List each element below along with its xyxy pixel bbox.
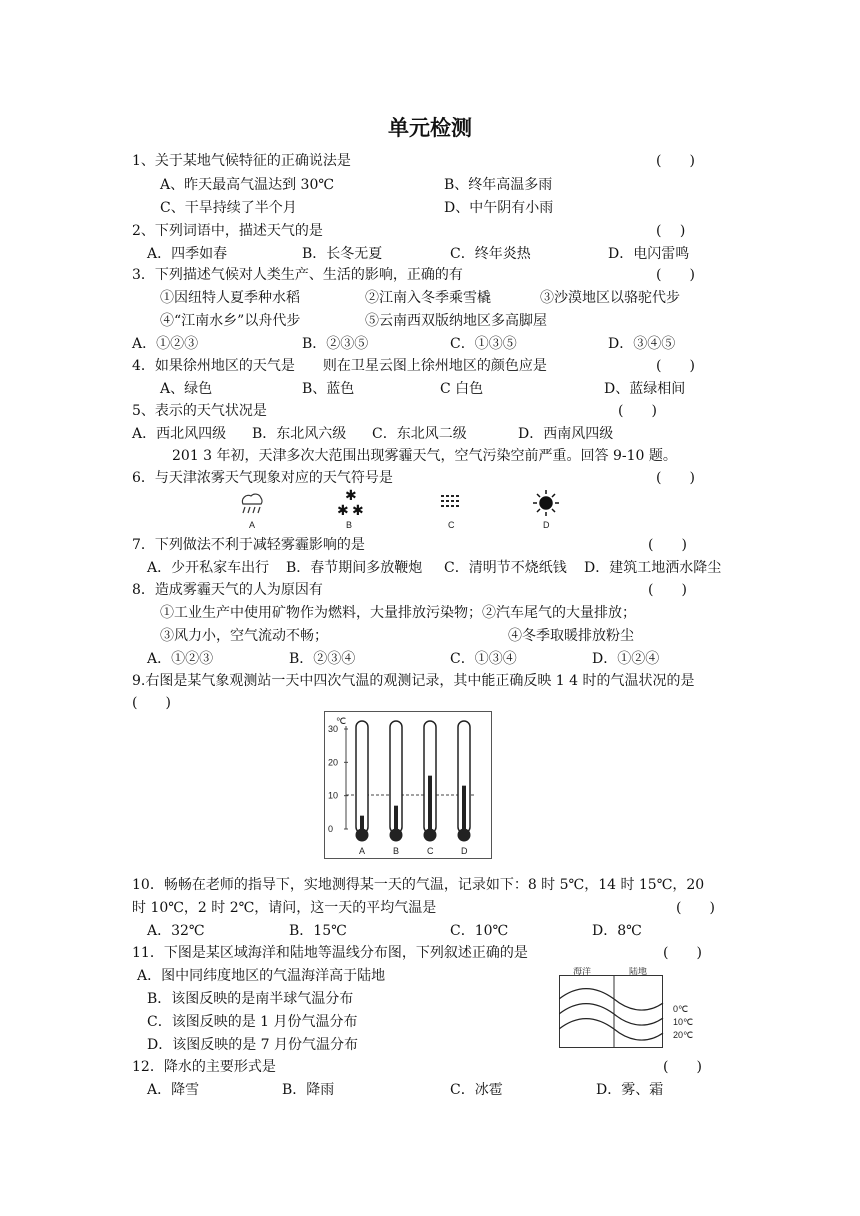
isotherm-label: 0℃ — [673, 1004, 689, 1014]
option: B．东北风六级 — [252, 426, 347, 442]
option: A．少开私家车出行 — [147, 560, 270, 576]
option: D．建筑工地洒水降尘 — [584, 560, 722, 576]
option: C．终年炎热 — [450, 246, 531, 262]
option: D．8℃ — [592, 923, 642, 939]
tick-label: 10 — [328, 790, 339, 801]
statement: ①工业生产中使用矿物作为燃料，大量排放污染物；②汽车尾气的大量排放； — [160, 605, 636, 621]
mercury-column — [462, 786, 466, 835]
answer-blank: ( ) — [648, 582, 687, 598]
symbol-label: D — [543, 520, 550, 530]
thermometer-label: B — [393, 846, 400, 856]
option: A．①②③ — [132, 336, 199, 352]
option: B．春节期间多放鞭炮 — [286, 560, 423, 576]
statement: ②江南入冬季乘雪橇 — [365, 290, 491, 306]
option: B、蓝色 — [302, 381, 355, 397]
question-1: 1、关于某地气候特征的正确说法是 — [132, 153, 351, 169]
option: D．③④⑤ — [608, 336, 676, 352]
symbol-label: C — [448, 520, 455, 530]
question-7: 7．下列做法不利于减轻雾霾影响的是 — [132, 537, 365, 553]
isotherm-label: 10℃ — [673, 1017, 694, 1027]
unit-label: ℃ — [336, 716, 347, 726]
question-10-cont: 时 10℃，2 时 2℃，请问，这一天的平均气温是 — [132, 900, 437, 916]
statement: ⑤云南西双版纳地区多高脚屋 — [365, 313, 547, 329]
page-title: 单元检测 — [388, 116, 472, 140]
option: A、绿色 — [160, 381, 213, 397]
option: B、终年高温多雨 — [444, 177, 553, 193]
option: A．四季如春 — [147, 246, 228, 262]
question-9: 9.右图是某气象观测站一天中四次气温的观测记录，其中能正确反映 1 4 时的气温状况的是 — [132, 673, 695, 689]
mercury-column — [394, 806, 398, 835]
option: D．该图反映的是 7 月份气温分布 — [147, 1037, 359, 1053]
option: D、蓝绿相间 — [604, 381, 686, 397]
statement: ③风力小，空气流动不畅； — [160, 628, 328, 644]
answer-blank: ( ) — [676, 900, 715, 916]
answer-blank: ( ) — [648, 537, 687, 553]
option: D、中午阴有小雨 — [444, 200, 554, 216]
question-12: 12．降水的主要形式是 — [132, 1059, 276, 1075]
isotherm-map — [559, 967, 709, 1049]
thermometer — [356, 721, 368, 856]
option: C、干旱持续了半个月 — [160, 200, 297, 216]
option: A．西北风四级 — [132, 426, 227, 442]
tick-label: 0 — [328, 824, 334, 834]
statement: ①因纽特人夏季种水稻 — [160, 290, 300, 306]
option: B．降雨 — [282, 1082, 335, 1098]
option: D．①②④ — [592, 651, 660, 667]
option: A．图中同纬度地区的气温海洋高于陆地 — [137, 968, 386, 984]
weather-symbols — [235, 486, 565, 534]
option: C．清明节不烧纸钱 — [444, 560, 567, 576]
option: A．32℃ — [147, 923, 205, 939]
sunny-icon — [533, 490, 559, 516]
mercury-column — [360, 816, 364, 835]
answer-blank: ( ) — [132, 695, 171, 711]
option: C．①③④ — [450, 651, 517, 667]
question-8: 8．造成雾霾天气的人为原因有 — [132, 582, 323, 598]
option: C．10℃ — [450, 923, 509, 939]
thermometer-label: D — [461, 846, 468, 856]
question-10: 10．畅畅在老师的指导下，实地测得某一天的气温，记录如下：8 时 5℃，14 时 15℃，20 — [132, 877, 705, 893]
symbol-label: A — [249, 520, 256, 530]
symbol-label: B — [346, 520, 353, 530]
mercury-column — [428, 776, 432, 835]
statement: ③沙漠地区以骆驼代步 — [540, 290, 680, 306]
snow-icon — [337, 488, 364, 519]
fog-icon — [441, 496, 461, 506]
answer-blank: ( ) — [618, 403, 657, 419]
answer-blank: ( ) — [656, 267, 695, 283]
option: A、昨天最高气温达到 30℃ — [160, 177, 335, 193]
thermometer — [458, 721, 470, 856]
option: D．西南风四级 — [518, 426, 614, 442]
thermometer — [424, 721, 436, 856]
rain-icon — [242, 494, 262, 513]
option: B．②③④ — [289, 651, 356, 667]
answer-blank: ( ) — [663, 1059, 702, 1075]
answer-blank: ( ) — [656, 153, 695, 169]
thermometer-label: C — [427, 846, 434, 856]
option: B．15℃ — [289, 923, 347, 939]
thermometer-figure — [324, 711, 492, 859]
option: B．长冬无夏 — [302, 246, 383, 262]
option: C．东北风二级 — [372, 426, 467, 442]
statement: ④冬季取暖排放粉尘 — [508, 628, 634, 644]
option: C．①③⑤ — [450, 336, 517, 352]
statement: ④“江南水乡”以舟代步 — [160, 313, 301, 329]
option: B．②③⑤ — [302, 336, 369, 352]
option: C．该图反映的是 1 月份气温分布 — [147, 1014, 358, 1030]
svg-text:✱: ✱ — [337, 503, 349, 519]
option: C 白色 — [440, 381, 484, 397]
thermometer-label: A — [359, 846, 366, 856]
option: C．冰雹 — [450, 1082, 503, 1098]
svg-text:✱: ✱ — [345, 488, 357, 504]
option: B．该图反映的是南半球气温分布 — [147, 991, 354, 1007]
land-label: 陆地 — [629, 967, 648, 976]
tick-label: 20 — [328, 757, 339, 768]
answer-blank: ( ) — [656, 358, 695, 374]
question-4: 4．如果徐州地区的天气是 则在卫星云图上徐州地区的颜色应是 — [132, 358, 547, 374]
option: D．雾、霜 — [596, 1082, 664, 1098]
svg-text:✱: ✱ — [352, 503, 364, 519]
question-5: 5、表示的天气状况是 — [132, 403, 267, 419]
answer-blank: ( ) — [663, 945, 702, 961]
question-6: 6．与天津浓雾天气现象对应的天气符号是 — [132, 470, 393, 486]
thermometer — [390, 721, 402, 856]
answer-blank: ( ) — [656, 470, 695, 486]
question-3: 3．下列描述气候对人类生产、生活的影响，正确的有 — [132, 267, 463, 283]
isotherm-label: 20℃ — [673, 1030, 694, 1040]
question-11: 11．下图是某区域海洋和陆地等温线分布图，下列叙述正确的是 — [132, 945, 528, 961]
question-2: 2、下列词语中，描述天气的是 — [132, 223, 323, 239]
answer-blank: ( ) — [656, 223, 686, 239]
option: A．①②③ — [147, 651, 214, 667]
option: A．降雪 — [147, 1082, 200, 1098]
ocean-label: 海洋 — [573, 967, 592, 976]
tick-label: 30 — [328, 724, 339, 734]
option: D．电闪雷鸣 — [608, 246, 690, 262]
passage-intro: 201 3 年初，天津多次大范围出现雾霾天气，空气污染空前严重。回答 9-10 题。 — [172, 448, 677, 464]
